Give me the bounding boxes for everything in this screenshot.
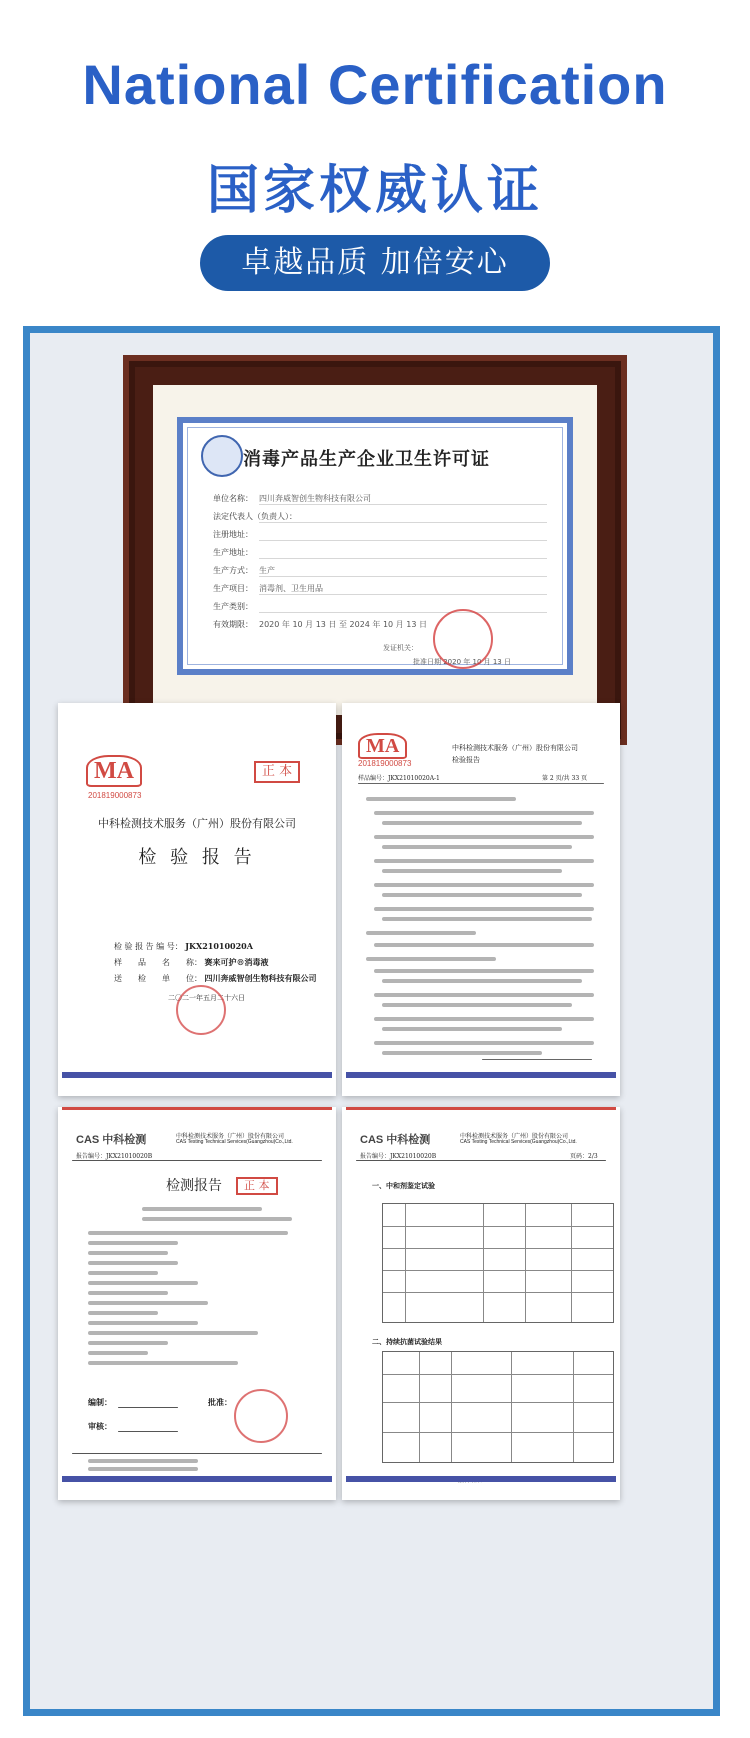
report-page-no: 第 2 页/共 33 页: [542, 775, 588, 782]
cas-logo-icon: CAS 中科检测: [360, 1134, 431, 1146]
report-seal-icon: [234, 1389, 288, 1443]
report-field-no: 检 验 报 告 编 号： JKX21010020A: [114, 941, 253, 951]
sign-approved: 批准：: [208, 1397, 232, 1407]
header-stripe: [62, 1107, 332, 1110]
license-frame: [123, 355, 627, 745]
inspection-report-cover: [58, 703, 336, 1096]
report-footer-bar: [346, 1476, 616, 1482]
license-row-unit: 单位名称： 四川奔威智创生物科技有限公司: [213, 494, 371, 503]
license-row-validity: 有效期限： 2020 年 10 月 13 日 至 2024 年 10 月 13 日: [213, 620, 427, 629]
report-page-no: 页码：2/3: [570, 1153, 598, 1160]
official-seal-icon: [433, 609, 493, 669]
license-row-reg-address: 注册地址：: [213, 530, 253, 539]
report-footer-bar: [62, 1072, 332, 1078]
report-sample-no: 样品编号：JKX21010020A-1: [358, 775, 440, 782]
license-title: 消毒产品生产企业卫生许可证: [243, 449, 490, 470]
report-field-sample: 样 品 名 称： 赛来可护®消毒液: [114, 957, 269, 967]
license-row-items: 生产项目： 消毒剂、卫生用品: [213, 584, 323, 593]
sign-reviewed: 审核：: [88, 1421, 112, 1431]
license-row-rep: 法定代表人（负责人）：: [213, 512, 297, 521]
title-chinese: 国家权威认证: [206, 161, 543, 221]
section-antibacterial: 二、持续抗菌试验结果: [372, 1337, 442, 1346]
ma-mark: MA: [86, 755, 142, 787]
copy-label: 正 本: [254, 761, 300, 783]
cas-logo-icon: CAS 中科检测: [76, 1134, 147, 1146]
sign-prepared: 编制：: [88, 1397, 112, 1407]
report-footer-bar: [62, 1476, 332, 1482]
ma-number: 201819000873: [88, 791, 142, 800]
report-no: 报告编号：JKX21010020B: [76, 1153, 153, 1160]
report-company: 中科检测技术服务（广州）股份有限公司: [460, 1133, 569, 1140]
report-company-en: CAS Testing Technical Services(Guangzhou)Co.,Ltd.: [460, 1139, 577, 1145]
hygiene-license: [177, 417, 573, 675]
neutralizer-table: [382, 1203, 614, 1323]
ma-number: 201819000873: [358, 759, 412, 768]
report-company-en: CAS Testing Technical Services(Guangzhou)Co.,Ltd.: [176, 1139, 293, 1145]
license-row-prod-address: 生产地址：: [213, 548, 253, 557]
emblem-icon: [201, 435, 243, 477]
title-english: National Certification: [82, 53, 668, 116]
license-issuer: 发证机关：: [383, 644, 418, 652]
report-title: 检 验 报 告: [138, 847, 256, 868]
copy-label: 正 本: [236, 1177, 278, 1195]
tagline-pill: 卓越品质 加倍安心: [200, 235, 550, 291]
license-row-category: 生产类别：: [213, 602, 253, 611]
report-company: 中科检测技术服务（广州）股份有限公司: [98, 817, 296, 830]
report-company: 中科检测技术服务（广州）股份有限公司: [176, 1133, 285, 1140]
license-approval-date: 批准日期 2020 年 10 月 13 日: [413, 658, 511, 666]
ma-mark: MA: [358, 733, 407, 759]
report-field-client: 送 检 单 位： 四川奔威智创生物科技有限公司: [114, 973, 317, 983]
report-title: 检测报告: [166, 1178, 222, 1194]
test-report-results: [342, 1107, 620, 1500]
report-company: 中科检测技术服务（广州）股份有限公司: [452, 744, 578, 752]
inspection-report-page: [342, 703, 620, 1096]
report-no: 报告编号：JKX21010020B: [360, 1153, 437, 1160]
report-date: 二〇二一年五月二十六日: [168, 994, 245, 1002]
section-neutralizer: 一、中和剂鉴定试验: [372, 1181, 435, 1190]
test-report-cover: [58, 1107, 336, 1500]
report-footer-bar: [346, 1072, 616, 1078]
license-row-mode: 生产方式： 生产: [213, 566, 275, 575]
report-title: 检验报告: [452, 756, 480, 764]
antibacterial-table: [382, 1351, 614, 1463]
license-mat: [153, 385, 597, 715]
report-seal-icon: [176, 985, 226, 1035]
header-stripe: [346, 1107, 616, 1110]
